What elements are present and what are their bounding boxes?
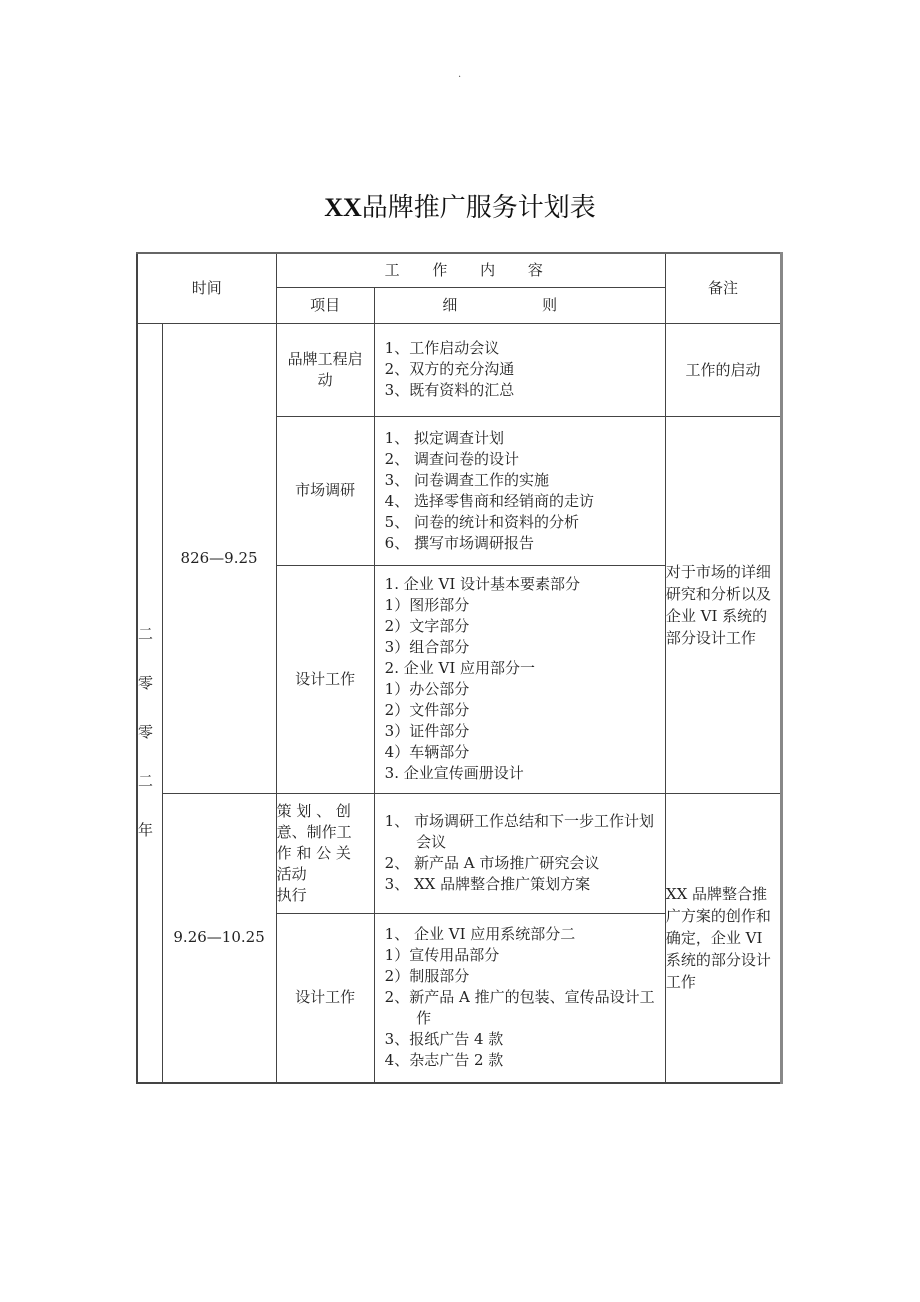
project-line: 活动 — [276, 864, 307, 883]
service-plan-table — [136, 252, 783, 1084]
list-item: 1）图形部分 — [384, 596, 470, 614]
list-item: 2）制服部分 — [384, 967, 470, 986]
list-item: 4、 选择零售商和经销商的走访 — [384, 491, 594, 510]
details-cell — [374, 416, 665, 565]
details-cell — [374, 565, 665, 793]
details-cell — [374, 323, 665, 416]
project-line: 作 和 公 关 — [276, 843, 351, 862]
list-item: 5、 问卷的统计和资料的分析 — [384, 512, 579, 531]
list-item: 1、工作启动会议 — [384, 339, 500, 357]
remark-cell: XX 品牌整合推广方案的创作和确定，企业 VI 系统的部分设计工作 — [665, 793, 781, 1083]
project-cell: 设计工作 — [276, 913, 374, 1083]
list-item: 1）宣传用品部分 — [384, 946, 500, 965]
details-list — [375, 811, 665, 895]
period-date: 826—9.25 — [162, 323, 276, 793]
remark-cell: 工作的启动 — [665, 323, 781, 416]
list-item: 3）组合部分 — [384, 638, 470, 656]
table-row — [137, 323, 782, 416]
list-item: 3、 问卷调查工作的实施 — [384, 470, 549, 489]
header-time: 时间 — [137, 253, 276, 323]
project-cell — [276, 793, 374, 913]
project-cell: 市场调研 — [276, 416, 374, 565]
list-item: 3）证件部分 — [384, 722, 470, 740]
list-item: 2、新产品 A 推广的包装、宣传品设计工作 — [384, 988, 655, 1028]
page-title — [0, 190, 920, 226]
year-char: 二 — [138, 624, 154, 643]
details-cell — [374, 793, 665, 913]
details-list — [375, 574, 665, 784]
list-item: 3、报纸广告 4 款 — [384, 1030, 504, 1049]
details-cell — [374, 913, 665, 1083]
list-item: 6、 撰写市场调研报告 — [384, 533, 534, 552]
table-header-row — [137, 253, 782, 287]
table-row — [137, 793, 782, 913]
project-line: 策 划 、 创 — [276, 801, 351, 820]
list-item: 1、 市场调研工作总结和下一步工作计划会议 — [384, 812, 654, 851]
header-details — [374, 287, 665, 323]
period-date: 9.26—10.25 — [162, 793, 276, 1083]
title-text: 品牌推广服务计划表 — [361, 193, 596, 223]
year-cell — [137, 323, 162, 1083]
list-item: 1、 拟定调查计划 — [384, 428, 504, 447]
details-list — [375, 428, 665, 554]
header-remarks: 备注 — [665, 253, 781, 323]
project-line: 意、制作工 — [276, 822, 352, 841]
details-list — [375, 924, 665, 1071]
list-item: 3、既有资料的汇总 — [384, 381, 515, 399]
remark-cell: 对于市场的详细研究和分析以及企业 VI 系统的部分设计工作 — [665, 416, 781, 793]
header-project: 项目 — [276, 287, 374, 323]
year-char: 零 — [138, 673, 154, 692]
year-char: 零 — [138, 722, 154, 741]
list-item: 2、 新产品 A 市场推广研究会议 — [384, 854, 600, 872]
header-work-content-label: 工 作 内 容 — [384, 260, 557, 279]
list-item: 1. 企业 VI 设计基本要素部分 — [384, 575, 581, 593]
list-item: 3. 企业宣传画册设计 — [384, 764, 524, 782]
project-cell: 品牌工程启动 — [276, 323, 374, 416]
project-line: 执行 — [276, 885, 307, 904]
header-work-content — [276, 253, 665, 287]
year-char: 二 — [138, 771, 154, 790]
list-item: 4）车辆部分 — [384, 743, 470, 761]
list-item: 1、 企业 VI 应用系统部分二 — [384, 925, 576, 944]
list-item: 2）文件部分 — [384, 701, 470, 719]
list-item: 4、杂志广告 2 款 — [384, 1051, 504, 1070]
details-list — [375, 338, 665, 401]
list-item: 2）文字部分 — [384, 617, 470, 635]
list-item: 2、双方的充分沟通 — [384, 360, 515, 378]
page-mark: . — [458, 69, 462, 80]
header-details-label: 细 则 — [442, 295, 598, 314]
project-cell: 设计工作 — [276, 565, 374, 793]
year-char: 年 — [138, 820, 154, 839]
list-item: 2、 调查问卷的设计 — [384, 449, 519, 468]
list-item: 1）办公部分 — [384, 680, 470, 698]
list-item: 3、 XX 品牌整合推广策划方案 — [384, 875, 591, 893]
title-brand: XX — [324, 193, 362, 222]
list-item: 2. 企业 VI 应用部分一 — [384, 659, 536, 677]
